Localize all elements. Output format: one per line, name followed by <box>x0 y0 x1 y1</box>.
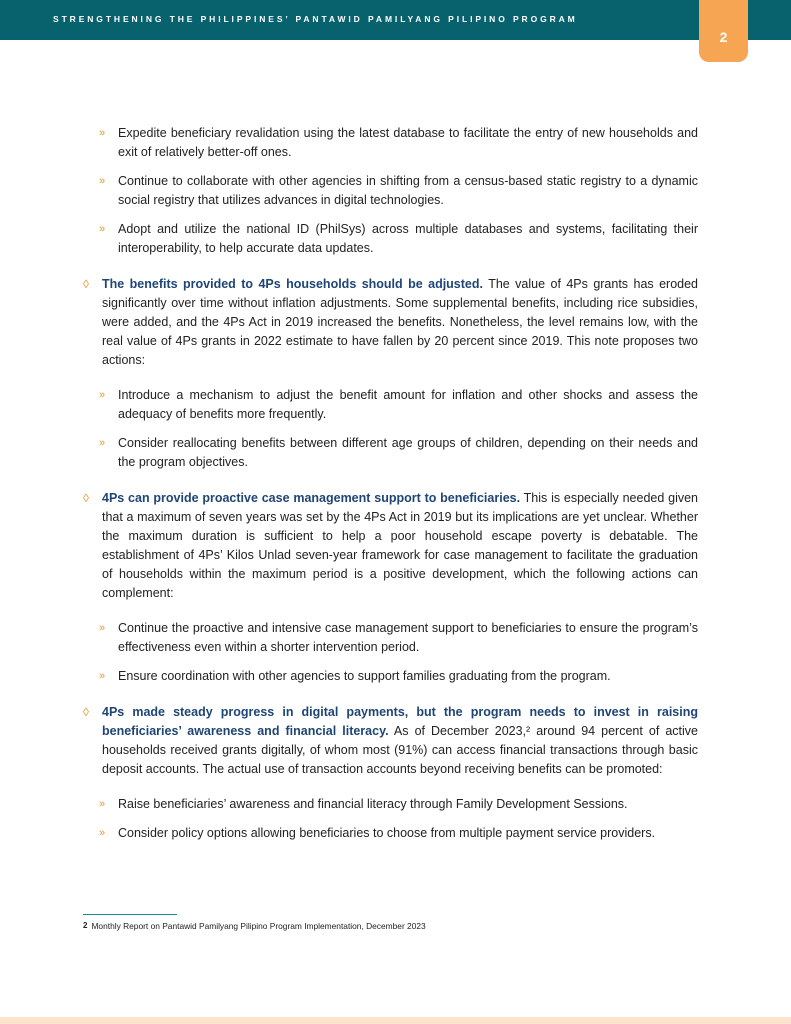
page-number-tab <box>699 0 748 62</box>
footnote-text: Monthly Report on Pantawid Pamilyang Pilipino Program Implementation, December 2023 <box>91 921 426 931</box>
recommendation-item <box>83 489 698 603</box>
diamond-bullet-icon: ◊ <box>83 705 89 719</box>
sub-bullet-text: Consider reallocating benefits between different age groups of children, depending on their needs and the program objectives. <box>118 436 698 469</box>
header-bar <box>0 0 791 40</box>
list-item <box>83 172 698 210</box>
footnote <box>83 921 426 931</box>
list-item <box>83 386 698 424</box>
list-item <box>83 824 698 843</box>
document-title: STRENGTHENING THE PHILIPPINES’ PANTAWID PAMILYANG PILIPINO PROGRAM <box>53 14 578 24</box>
chevron-bullet-icon: » <box>99 389 106 401</box>
list-item <box>83 667 698 686</box>
sub-bullet-text: Continue to collaborate with other agencies in shifting from a census-based static registry to a dynamic social registry that utilizes advances in digital technologies. <box>118 174 698 207</box>
recommendation-text <box>102 275 698 370</box>
sub-bullet-text: Adopt and utilize the national ID (PhilSys) across multiple databases and systems, facilitating their interoperability, to help accurate data updates. <box>118 222 698 255</box>
page-number: 2 <box>719 29 728 45</box>
page-body <box>83 124 698 843</box>
recommendation-body: As of December 2023,² around 94 percent of active households received grants digitally, of whom most (91%) can access financial transactions through basic deposit accounts. The actual use of transaction accounts beyond receiving benefits can be promoted: <box>102 724 698 776</box>
recommendation-text <box>102 703 698 779</box>
recommendation-lead: 4Ps can provide proactive case management support to beneficiaries. <box>102 491 521 505</box>
recommendation-item <box>83 703 698 779</box>
footnote-number: 2 <box>83 921 88 930</box>
chevron-bullet-icon: » <box>99 223 106 235</box>
sub-bullet-text: Introduce a mechanism to adjust the benefit amount for inflation and other shocks and assess the adequacy of benefits more frequently. <box>118 388 698 421</box>
sub-bullet-text: Expedite beneficiary revalidation using the latest database to facilitate the entry of new households and exit of relatively better-off ones. <box>118 126 698 159</box>
sub-bullet-text: Continue the proactive and intensive case management support to beneficiaries to ensure the program’s effectiveness even within a shorter intervention period. <box>118 621 698 654</box>
chevron-bullet-icon: » <box>99 670 106 682</box>
recommendation-item <box>83 275 698 370</box>
recommendation-body: The value of 4Ps grants has eroded significantly over time without inflation adjustments. Some supplemental benefits, including rice subsidies, were added, and the 4Ps Act in 2019 increased the benefits. Nonetheless, the level remains low, with the real value of 4Ps grants in 2022 estimate to have fallen by 20 percent since 2019. This note proposes two actions: <box>102 277 698 367</box>
sub-bullet-text: Consider policy options allowing beneficiaries to choose from multiple payment service providers. <box>118 826 656 840</box>
sub-bullet-text: Raise beneficiaries’ awareness and financial literacy through Family Development Sessions. <box>118 797 628 811</box>
sub-bullet-text: Ensure coordination with other agencies to support families graduating from the program. <box>118 669 611 683</box>
chevron-bullet-icon: » <box>99 127 106 139</box>
list-item <box>83 619 698 657</box>
diamond-bullet-icon: ◊ <box>83 491 89 505</box>
list-item <box>83 124 698 162</box>
recommendation-body: This is especially needed given that a maximum of seven years was set by the 4Ps Act in 2019 but its implications are yet unclear. Whether the maximum duration is sufficient to help a poor household escape poverty is debatable. The establishment of 4Ps’ Kilos Unlad seven-year framework for case management to facilitate the graduation of households within the maximum period is a positive development, which the following actions can complement: <box>102 491 698 600</box>
chevron-bullet-icon: » <box>99 437 106 449</box>
footer-band <box>0 1017 791 1024</box>
chevron-bullet-icon: » <box>99 622 106 634</box>
footnote-divider <box>83 914 177 915</box>
chevron-bullet-icon: » <box>99 798 106 810</box>
diamond-bullet-icon: ◊ <box>83 277 89 291</box>
recommendation-lead: 4Ps made steady progress in digital payments, but the program needs to invest in raising beneficiaries’ awareness and financial literacy. <box>102 705 698 738</box>
list-item <box>83 434 698 472</box>
chevron-bullet-icon: » <box>99 175 106 187</box>
recommendation-lead: The benefits provided to 4Ps households should be adjusted. <box>102 277 483 291</box>
recommendation-text <box>102 489 698 603</box>
chevron-bullet-icon: » <box>99 827 106 839</box>
list-item <box>83 220 698 258</box>
list-item <box>83 795 698 814</box>
